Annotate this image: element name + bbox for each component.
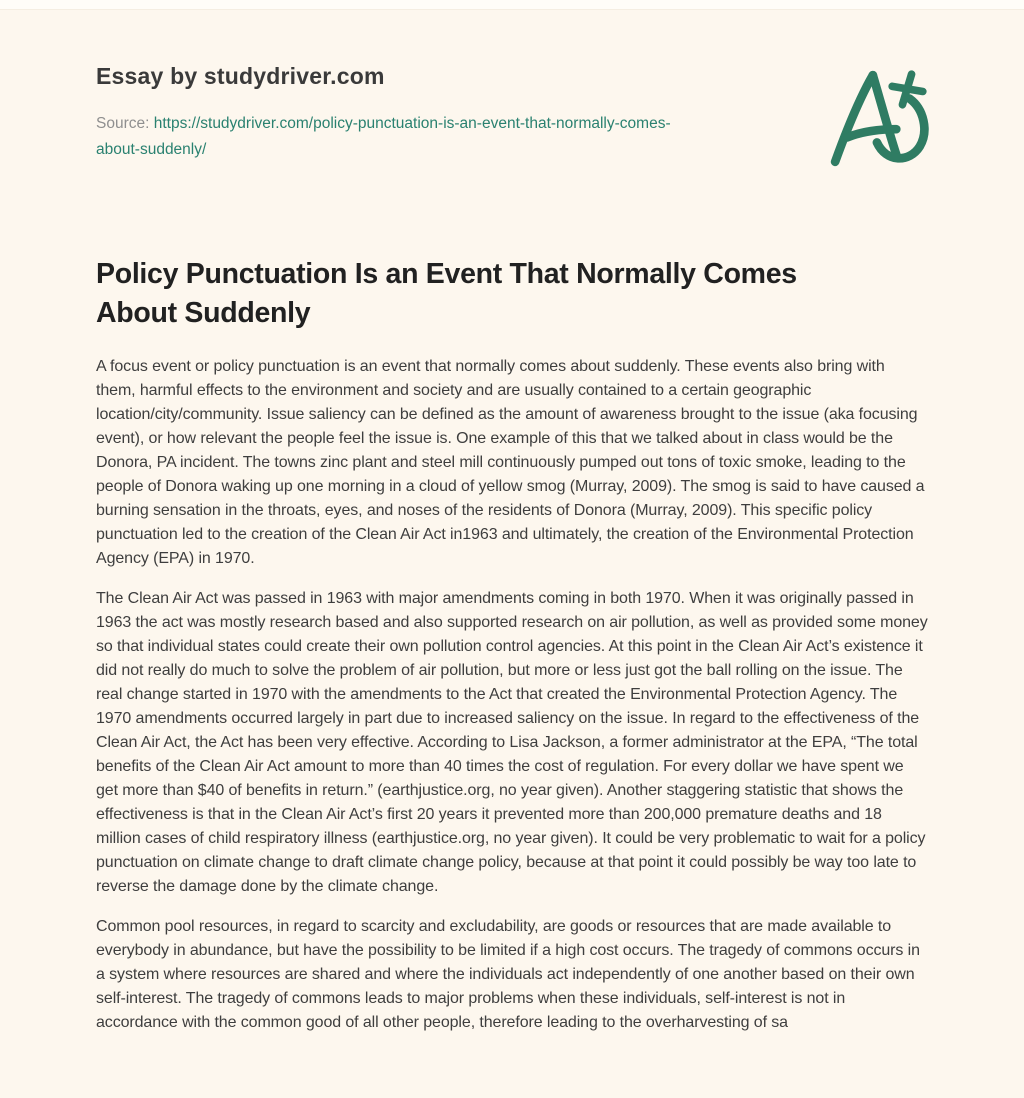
- essay-title-line2: About Suddenly: [96, 297, 311, 329]
- essay-paragraph-1: A focus event or policy punctuation is an event that normally comes about suddenly. These events also bring with them, harmful effects to the environment and society and are usually contained to a certain geographic location/city/community. Issue saliency can be defined as the amount of awareness brought to the issue (aka focusing event), or how relevant the people feel the issue is. One example of this that we talked about in class would be the Donora, PA incident. The towns zinc plant and steel mill continuously pumped out tons of toxic smoke, leading to the people of Donora waking up one morning in a cloud of yellow smog (Murray, 2009). The smog is said to have caused a burning sensation in the throats, eyes, and noses of the residents of Donora (Murray, 2009). This specific policy punctuation led to the creation of the Clean Air Act in1963 and ultimately, the creation of the Environmental Protection Agency (EPA) in 1970.: [96, 358, 925, 567]
- source-label: Source:: [96, 115, 150, 132]
- essay-header: [0, 10, 1024, 163]
- page-top-edge: [0, 0, 1024, 10]
- source-line: [96, 111, 756, 163]
- studydriver-logo: [828, 68, 934, 170]
- essay-title-line1: Policy Punctuation Is an Event That Normally Comes: [96, 258, 797, 290]
- source-url-line1: https://studydriver.com/policy-punctuation-is-an-event-that-normally-comes-: [153, 115, 671, 132]
- essay-title: [96, 255, 928, 333]
- essay-paragraph-2: The Clean Air Act was passed in 1963 with major amendments coming in both 1970. When it was originally passed in 1963 the act was mostly research based and also supported research on air pollution, as well as provided some money so that individual states could create their own pollution control agencies. At this point in the Clean Air Act’s existence it did not really do much to solve the problem of air pollution, but more or less just got the ball rolling on the issue. The real change started in 1970 with the amendments to the Act that created the Environmental Protection Agency. The 1970 amendments occurred largely in part due to increased saliency on the issue. In regard to the effectiveness of the Clean Air Act, the Act has been very effective. According to Lisa Jackson, a former administrator at the EPA, “The total benefits of the Clean Air Act amount to more than 40 times the cost of regulation. For every dollar we have spent we get more than $40 of benefits in return.” (earthjustice.org, no year given). Another staggering statistic that shows the effectiveness is that in the Clean Air Act’s first 20 years it prevented more than 200,000 premature deaths and 18 million cases of child respiratory illness (earthjustice.org, no year given). It could be very problematic to wait for a policy punctuation on climate change to draft climate change policy, because at that point it could possibly be way too late to reverse the damage done by the climate change.: [96, 590, 928, 895]
- a-plus-icon: [828, 68, 934, 170]
- source-link[interactable]: [96, 115, 671, 158]
- essay-content: [0, 255, 1024, 1035]
- essay-paragraph-3: Common pool resources, in regard to scarcity and excludability, are goods or resources that are made available to everybody in abundance, but have the possibility to be limited if a high cost occurs. The tragedy of commons occurs in a system where resources are shared and where the individuals act independently of one another based on their own self-interest. The tragedy of commons leads to major problems when these individuals, self-interest is not in accordance with the common good of all other people, therefore leading to the overharvesting of sa: [96, 918, 920, 1031]
- essay-byline: Essay by studydriver.com: [96, 63, 385, 89]
- source-url-line2: about-suddenly/: [96, 141, 207, 158]
